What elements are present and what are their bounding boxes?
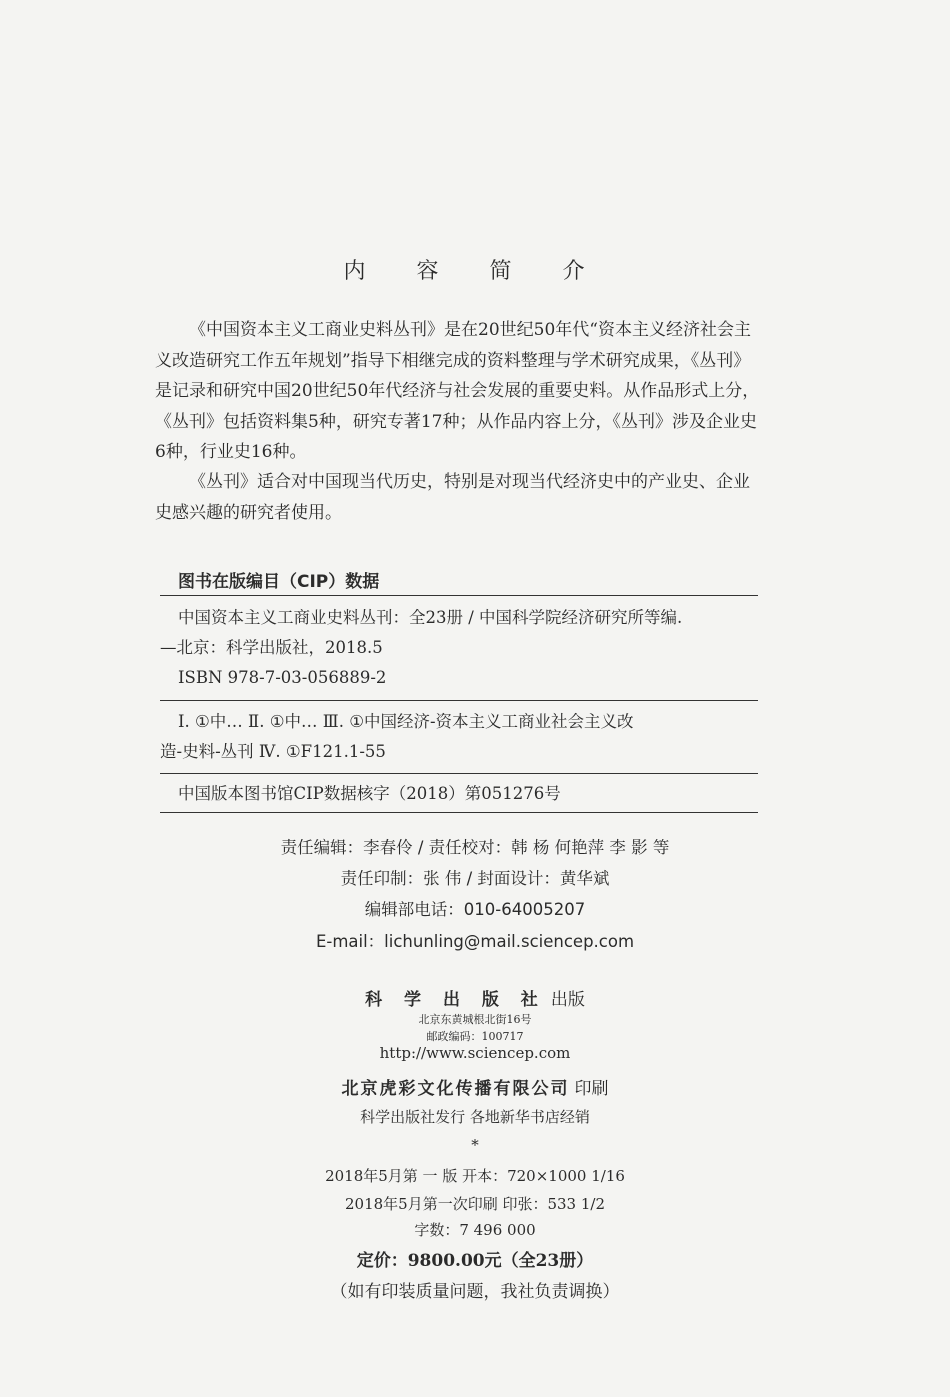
cip-title-line: 中国资本主义工商业史料丛刊：全23册 / 中国科学院经济研究所等编. [178, 608, 683, 627]
publisher-line [0, 985, 950, 1010]
publisher-address: 北京东黄城根北街16号 [418, 1013, 532, 1026]
cip-verify-line: 中国版本图书馆CIP数据核字（2018）第051276号 [178, 784, 561, 803]
cip-heading: 图书在版编目（CIP）数据 [178, 572, 380, 592]
publisher-suffix: 出版 [550, 990, 585, 1010]
price: 定价：9800.00元（全23册） [356, 1251, 594, 1271]
cip-divider-top [160, 595, 758, 596]
cip-block-2 [160, 707, 758, 767]
publisher-name: 科 学 出 版 社 [365, 990, 546, 1010]
credit-printing: 责任印制：张 伟 / 封面设计：黄华斌 [340, 869, 610, 888]
distribution-line: 科学出版社发行 各地新华书店经销 [360, 1108, 590, 1126]
intro-text-2: 《丛刊》适合对中国现当代历史，特别是对现当代经济史中的产业史、企业史感兴趣的研究者使用。 [155, 472, 750, 523]
edition-line: 2018年5月第 一 版 开本：720×1000 1/16 [325, 1167, 625, 1185]
publisher-postcode: 邮政编码：100717 [426, 1030, 524, 1043]
intro-paragraph-2 [155, 467, 760, 528]
printer-name: 北京虎彩文化传播有限公司 [341, 1079, 570, 1099]
word-count: 字数：7 496 000 [414, 1221, 536, 1239]
printer-suffix: 印刷 [574, 1079, 609, 1099]
publisher-url: http://www.sciencep.com [379, 1044, 571, 1062]
page-title: 内 容 简 介 [343, 259, 607, 284]
intro-text-1: 《中国资本主义工商业史料丛刊》是在20世纪50年代“资本主义经济社会主义改造研究工作五年规划”指导下相继完成的资料整理与学术研究成果，《丛刊》是记录和研究中国20世纪50年代经济与社会发展的重要史料。从作品形式上分，《丛刊》包括资料集5种，研究专著17种；从作品内容上分，《丛刊》涉及企业史6种，行业史16种。 [155, 320, 760, 462]
cip-isbn: ISBN 978-7-03-056889-2 [178, 668, 387, 687]
intro-paragraph-1 [155, 315, 760, 468]
cip-divider-bottom [160, 812, 758, 813]
cip-class-line-1: Ⅰ. ①中… Ⅱ. ①中… Ⅲ. ①中国经济-资本主义工商业社会主义改 [178, 712, 634, 731]
cip-block-3 [160, 779, 758, 809]
cip-publisher-line: —北京：科学出版社，2018.5 [160, 638, 383, 657]
credit-editor: 责任编辑：李春伶 / 责任校对：韩 杨 何艳萍 李 影 等 [280, 838, 670, 857]
printing-line: 2018年5月第一次印刷 印张：533 1/2 [344, 1195, 606, 1213]
cip-divider-2 [160, 700, 758, 701]
credit-email: E-mail：lichunling@mail.sciencep.com [315, 932, 635, 951]
cip-block-1 [160, 603, 758, 693]
cip-divider-3 [160, 773, 758, 774]
printer-line [0, 1074, 950, 1099]
separator-star: * [471, 1136, 479, 1154]
quality-notice: （如有印装质量问题，我社负责调换） [330, 1282, 620, 1302]
credit-phone: 编辑部电话：010-64005207 [364, 900, 586, 919]
cip-class-line-2: 造-史料-丛刊 Ⅳ. ①F121.1-55 [160, 742, 386, 761]
